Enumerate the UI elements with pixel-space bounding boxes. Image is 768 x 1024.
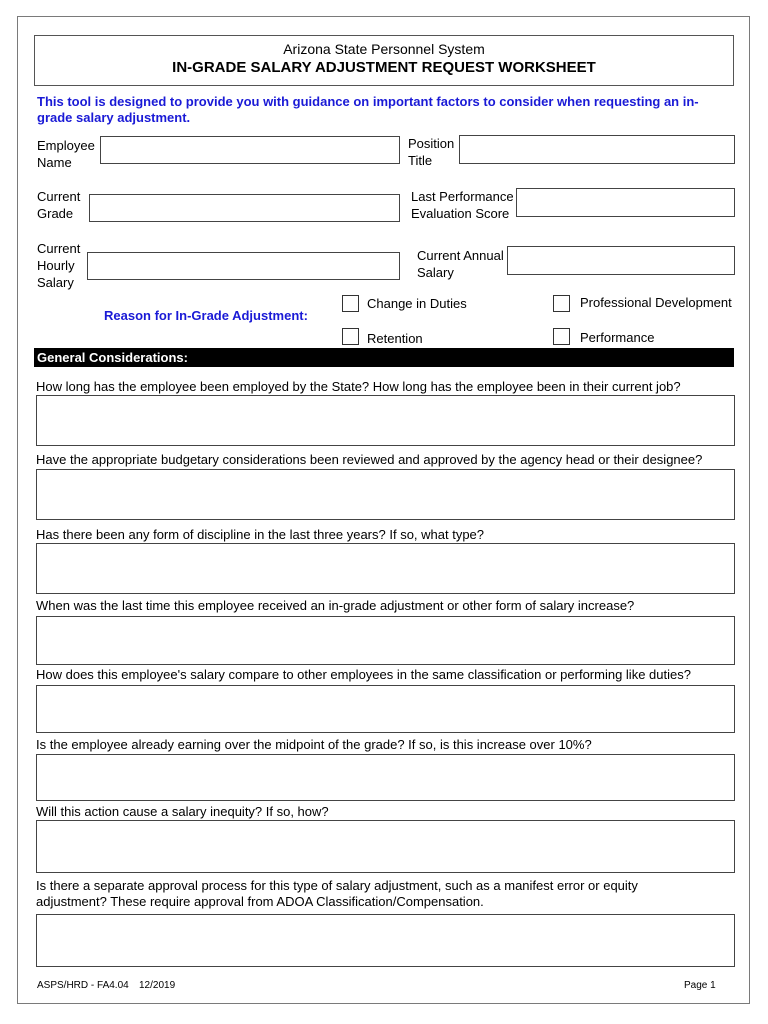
employee-name-label: Employee Name (37, 138, 95, 170)
answer-1-field[interactable] (36, 395, 735, 446)
header-box (34, 35, 734, 86)
current-grade-field[interactable] (89, 194, 400, 222)
answer-5-field[interactable] (36, 685, 735, 733)
answer-8-field[interactable] (36, 914, 735, 967)
intro-text: This tool is designed to provide you with guidance on important factors to consider when requesting an in-grade salary adjustment. (37, 94, 699, 125)
question-1: How long has the employee been employed by the State? How long has the employee been in their current job? (36, 379, 681, 394)
answer-6-field[interactable] (36, 754, 735, 801)
performance-checkbox[interactable] (553, 328, 570, 345)
retention-checkbox[interactable] (342, 328, 359, 345)
page-number: Page 1 (684, 980, 716, 991)
question-7: Will this action cause a salary inequity? If so, how? (36, 804, 329, 819)
answer-3-field[interactable] (36, 543, 735, 594)
change-in-duties-label: Change in Duties (367, 296, 467, 311)
question-5: How does this employee's salary compare to other employees in the same classification or performing like duties? (36, 667, 691, 682)
answer-4-field[interactable] (36, 616, 735, 665)
current-grade-label: Current Grade (37, 189, 81, 221)
question-8: Is there a separate approval process for this type of salary adjustment, such as a manifest error or equity adjustment? These require approval from ADOA Classification/Compensation. (36, 878, 638, 909)
question-2: Have the appropriate budgetary considerations been reviewed and approved by the agency head or their designee? (36, 452, 703, 467)
organization-name: Arizona State Personnel System (283, 41, 485, 57)
reason-label: Reason for In-Grade Adjustment: (104, 308, 308, 323)
answer-2-field[interactable] (36, 469, 735, 520)
form-title: IN-GRADE SALARY ADJUSTMENT REQUEST WORKSHEET (172, 59, 596, 76)
section-header-general-considerations: General Considerations: (34, 348, 734, 367)
retention-label: Retention (367, 331, 423, 346)
professional-development-checkbox[interactable] (553, 295, 570, 312)
form-date: 12/2019 (139, 980, 176, 991)
last-performance-field[interactable] (516, 188, 735, 217)
question-3: Has there been any form of discipline in the last three years? If so, what type? (36, 527, 485, 542)
performance-label: Performance (580, 330, 655, 345)
hourly-salary-field[interactable] (87, 252, 400, 280)
employee-name-field[interactable] (100, 136, 400, 164)
question-6: Is the employee already earning over the midpoint of the grade? If so, is this increase over 10%? (36, 737, 592, 752)
professional-development-label: Professional Development (580, 295, 732, 310)
question-4: When was the last time this employee received an in-grade adjustment or other form of salary increase? (36, 598, 635, 613)
position-title-field[interactable] (459, 135, 735, 164)
hourly-salary-label: Current Hourly Salary (37, 241, 81, 290)
last-performance-label: Last Performance Evaluation Score (411, 189, 514, 221)
answer-7-field[interactable] (36, 820, 735, 873)
change-in-duties-checkbox[interactable] (342, 295, 359, 312)
annual-salary-field[interactable] (507, 246, 735, 275)
position-title-label: Position Title (408, 136, 455, 168)
annual-salary-label: Current Annual Salary (417, 248, 504, 280)
form-id: ASPS/HRD - FA4.04 (37, 980, 129, 991)
